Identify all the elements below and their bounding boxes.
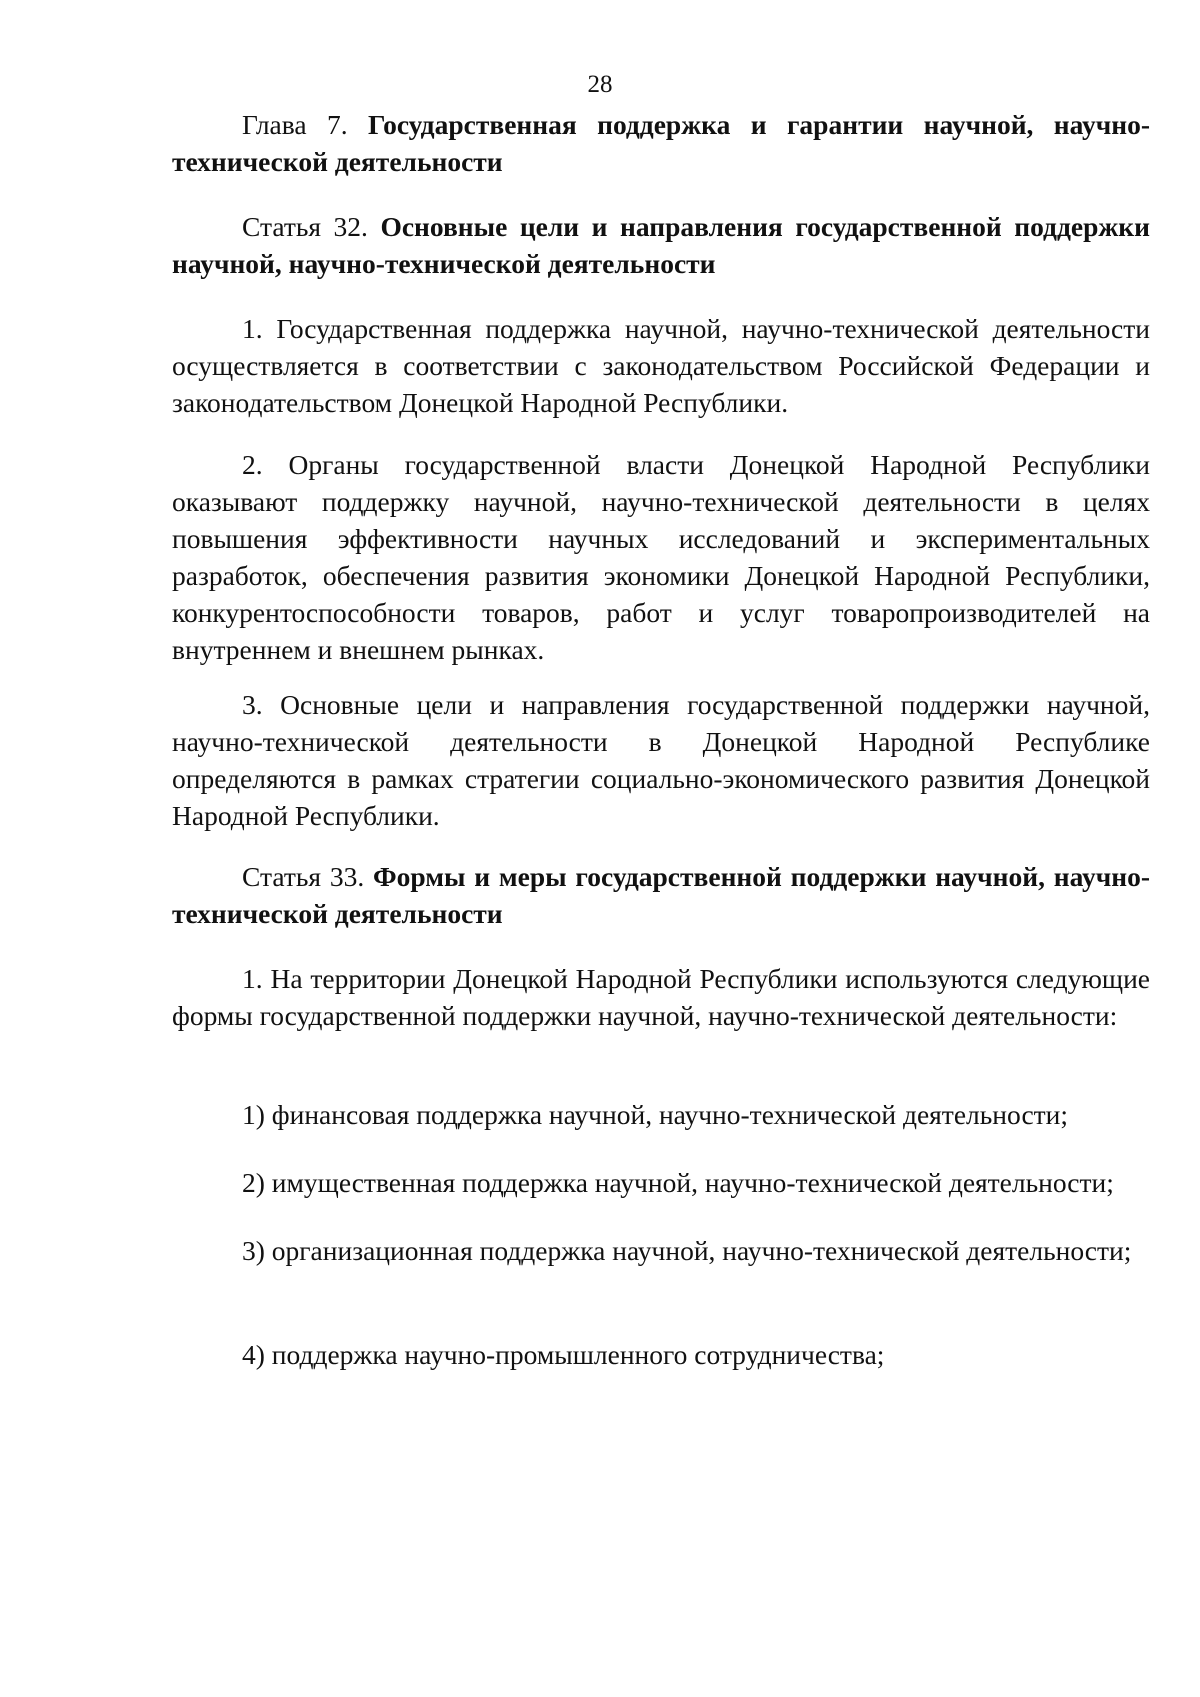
chapter-title: Государственная поддержка и гарантии научной, научно-технической деятельности [172,109,1150,177]
article-33-title: Формы и меры государственной поддержки научной, научно-технической деятельности [172,861,1150,929]
list-item: 1) финансовая поддержка научной, научно-технической деятельности; [242,1099,1069,1130]
chapter-prefix: Глава 7. [242,109,348,140]
list-item: 3) организационная поддержка научной, научно-технической деятельности; [242,1235,1132,1266]
article-32-title: Основные цели и направления государственной поддержки научной, научно-технической деятельности [172,211,1150,279]
chapter-heading [172,106,1150,180]
article-32-prefix: Статья 32. [242,211,368,242]
page-number: 28 [587,71,613,98]
list-item: 2) имущественная поддержка научной, научно-технической деятельности; [242,1167,1114,1198]
article-33-heading [172,858,1150,932]
article-32-paragraph-2: 2. Органы государственной власти Донецкой Народной Республики оказывают поддержку научной, научно-технической деятельности в целях повышения эффективности научных исследований и экспериментальных разработок, обеспечения развития экономики Донецкой Народной Республики, конкурентоспособности товаров, работ и услуг товаропроизводителей на внутреннем и внешнем рынках. [172,449,1150,665]
article-33-paragraph-1: 1. На территории Донецкой Народной Республики используются следующие формы государственной поддержки научной, научно-технической деятельности: [172,963,1150,1031]
list-item: 4) поддержка научно-промышленного сотрудничества; [242,1339,885,1370]
article-32-paragraph-1: 1. Государственная поддержка научной, научно-технической деятельности осуществляется в соответствии с законодательством Российской Федерации и законодательством Донецкой Народной Республики. [172,313,1150,418]
article-32-paragraph-3: 3. Основные цели и направления государственной поддержки научной, научно-технической деятельности в Донецкой Народной Республике определяются в рамках стратегии социально-экономического развития Донецкой Народной Республики. [172,689,1150,831]
article-32-heading [172,208,1150,282]
article-33-prefix: Статья 33. [242,861,365,892]
